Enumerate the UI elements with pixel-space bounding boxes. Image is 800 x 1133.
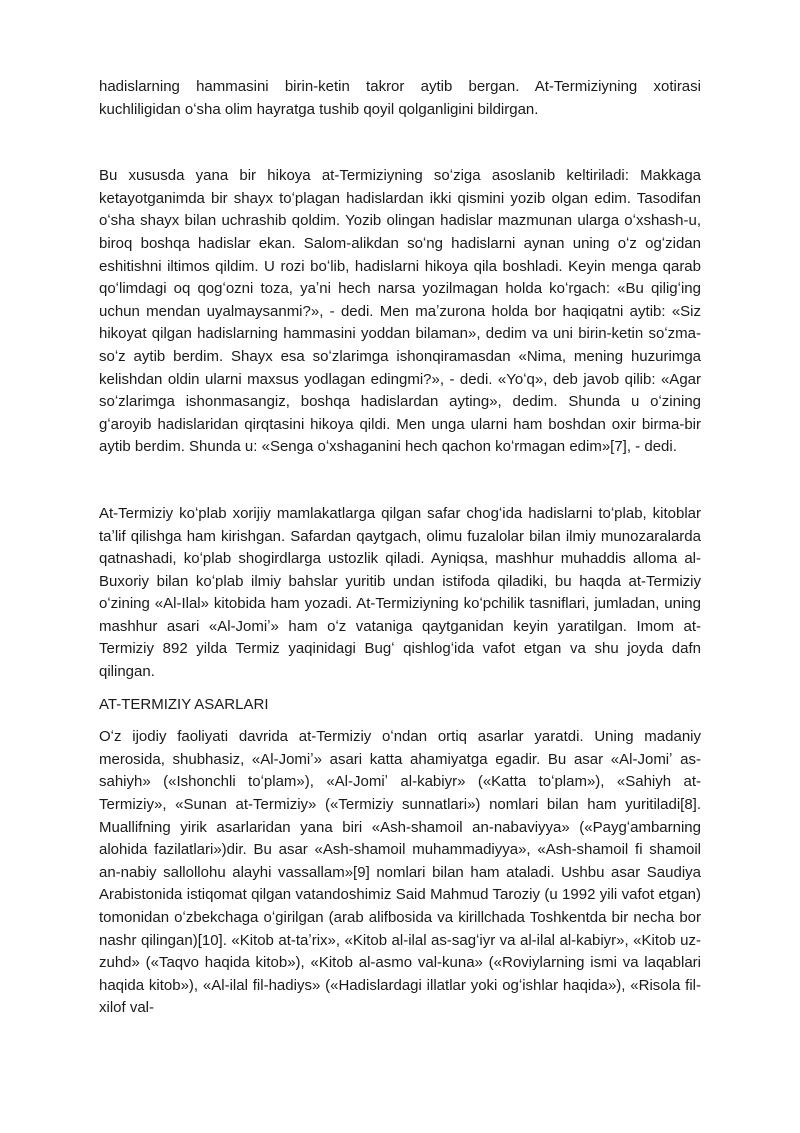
section-heading: AT-TERMIZIY ASARLARI <box>99 695 269 713</box>
paragraph-story: Bu xususda yana bir hikoya at-Termiziyning soʻziga asoslanib keltiriladi: Makkaga ketayotganimda bir shayx toʻplagan hadislardan ikki qismini yozib olgan edim. Tasodifan oʻsha shayx bilan uchrashib qoldim. Yozib olingan hadislar mazmunan ularga oʻxshash-u, biroq boshqa hadislar ekan. Salom-alikdan soʻng hadislarni aynan uning oʻz ogʻzidan eshitishni iltimos qildim. U rozi boʻlib, hadislarni hikoya qila boshladi. Keyin menga qarab qoʻlimdagi oq qogʻozni toza, yaʼni hech narsa yozilmagan holda koʻrgach: «Bu qiligʻing uchun mendan uyalmaysanmi?», - dedi. Men maʼzurona holda bor haqiqatni aytib: «Siz hikoyat qilgan hadislarning hammasini yoddan bilaman», dedim va uni birin-ketin soʻzma-soʻz aytib berdim. Shayx esa soʻzlarimga ishonqiramasdan «Nima, mening huzurimga kelishdan oldin ularni maxsus yodlagan edingmi?», - dedi. «Yoʻq», deb javob qilib: «Agar soʻzlarimga ishonmasangiz, boshqa hadislardan ayting», dedim. Shunda u oʻzining gʻaroyib hadislaridan qirqtasini hikoya qildi. Men unga ularni ham boshdan oxir birma-bir aytib berdim. Shunda u: «Senga oʻxshaganini hech qachon koʻrmagan edim»[7], - dedi. <box>99 167 701 456</box>
paragraph-works: Oʻz ijodiy faoliyati davrida at-Termiziy oʻndan ortiq asarlar yaratdi. Uning madaniy merosida, shubhasiz, «Al-Jomiʼ» asari katta ahamiyatga egadir. Bu asar «Al-Jomiʼ as-sahiyh» («Ishonchli toʻplam»), «Al-Jomiʼ al-kabiyr» («Katta toʻplam»), «Sahiyh at-Termiziy», «Sunan at-Termiziy» («Termiziy sunnatlari») nomlari bilan ham yuritiladi[8]. Muallifning yirik asarlaridan yana biri «Ash-shamoil an-nabaviyya» («Paygʻambarning alohida fazilatlari»)dir. Bu asar «Ash-shamoil muhammadiyya», «Ash-shamoil fi shamoil an-nabiy sallollohu alayhi vassallam»[9] nomlari bilan ham ataladi. Ushbu asar Saudiya Arabistonida istiqomat qilgan vatandoshimiz Said Mahmud Taroziy (u 1992 yili vafot etgan) tomonidan oʻzbekchaga oʻgirilgan (arab alifbosida va kirillchada Toshkentda bir necha bor nashr qilingan)[10]. «Kitob at-taʼrix», «Kitob al-ilal as-sagʻiyr va al-ilal al-kabiyr», «Kitob uz-zuhd» («Taqvo haqida kitob»), «Kitob al-asmo val-kuna» («Roviylarning ismi va laqablari haqida kitob»), «Al-ilal fil-hadiys» («Hadislardagi illatlar yoki ogʻishlar haqida»), «Risola fil-xilof val- <box>99 728 701 1017</box>
paragraph-travels: At-Termiziy koʻplab xorijiy mamlakatlarga qilgan safar chogʻida hadislarni toʻplab, kitoblar taʼlif qilishga ham kirishgan. Safardan qaytgach, olimu fuzalolar bilan ilmiy munozaralarda qatnashadi, koʻplab shogirdlarga ustozlik qiladi. Ayniqsa, mashhur muhaddis alloma al-Buxoriy bilan koʻplab ilmiy bahslar yuritib undan istifoda qiladiki, bu haqda at-Termiziy oʻzining «Al-Ilal» kitobida ham yozadi. At-Termiziyning koʻpchilik tasniflari, jumladan, uning mashhur asari «Al-Jomiʼ» ham oʻz vataniga qaytganidan keyin yaratilgan. Imom at-Termiziy 892 yilda Termiz yaqinidagi Bugʻ qishlogʻida vafot etgan va shu joyda dafn qilingan. <box>99 504 701 681</box>
paragraph-continuation: hadislarning hammasini birin-ketin takror aytib bergan. At-Termiziyning xotirasi kuchliligidan oʻsha olim hayratga tushib qoyil qolganligini bildirgan. <box>99 78 701 118</box>
document-page <box>99 76 701 1020</box>
